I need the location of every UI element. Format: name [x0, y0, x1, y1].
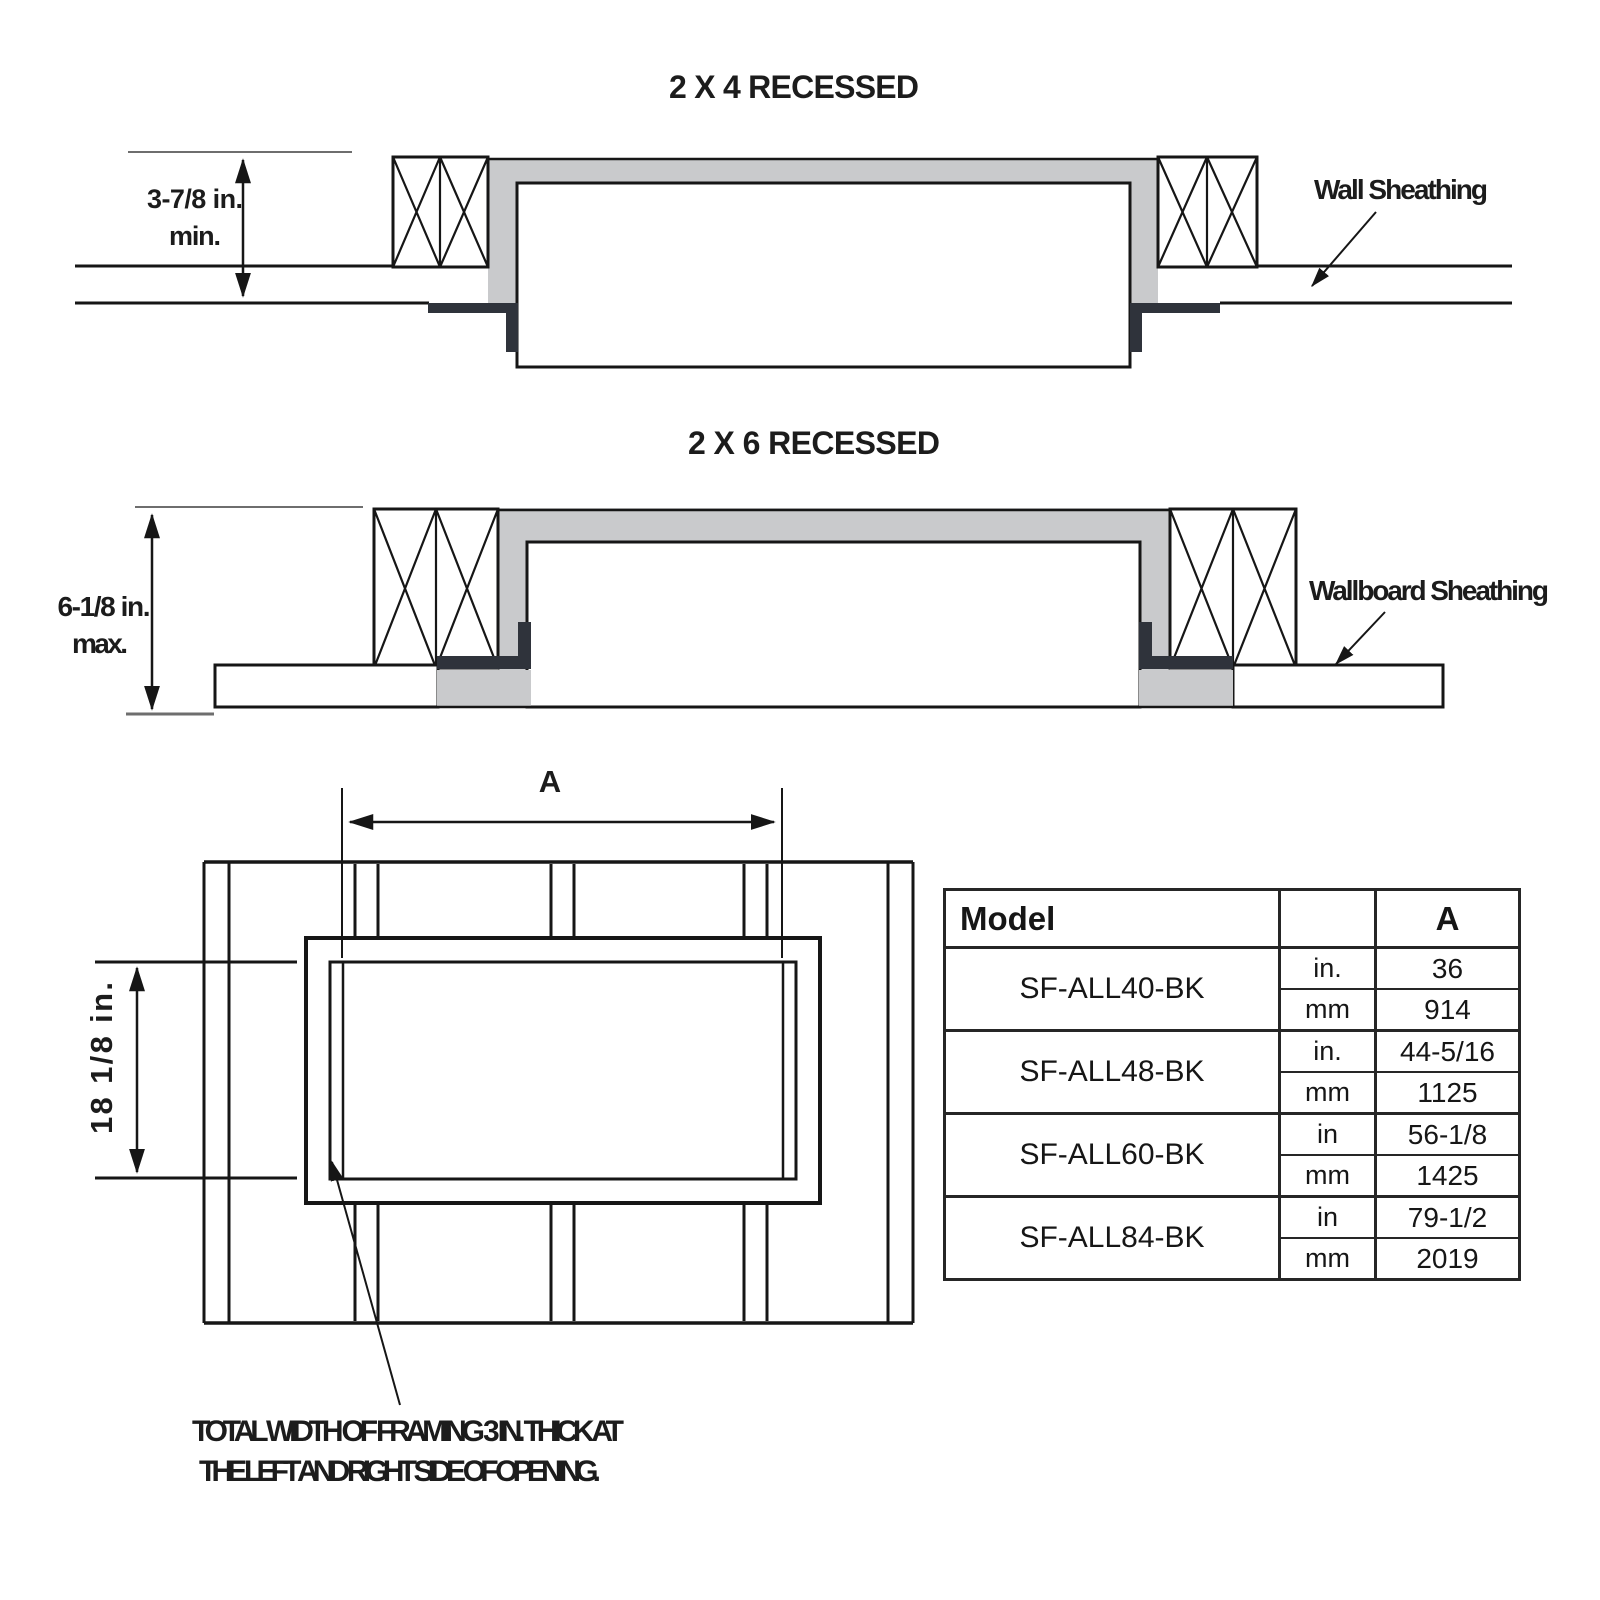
value-cell: 2019 — [1376, 1238, 1520, 1280]
dimension-qualifier: min. — [169, 221, 221, 251]
table-row — [945, 1197, 1520, 1239]
header-unit — [1280, 890, 1376, 948]
dimension-value: 6-1/8 in. — [57, 591, 151, 622]
model-name: SF-ALL48-BK — [945, 1031, 1280, 1114]
model-name: SF-ALL84-BK — [945, 1197, 1280, 1280]
rough-opening-frame — [306, 938, 820, 1203]
height-dimension-label: 18 1/8 in. — [84, 982, 119, 1134]
model-dimension-table — [943, 888, 1521, 1281]
opening-height-dimension — [84, 962, 297, 1178]
callout-label: Wallboard Sheathing — [1309, 575, 1549, 606]
unit-cell: mm — [1280, 989, 1376, 1031]
header-model: Model — [945, 890, 1280, 948]
firebox-outline — [517, 183, 1130, 367]
value-cell: 914 — [1376, 989, 1520, 1031]
model-name: SF-ALL40-BK — [945, 948, 1280, 1031]
firebox-outline — [527, 542, 1140, 707]
value-cell: 1425 — [1376, 1155, 1520, 1197]
framing-elevation-diagram — [84, 764, 913, 1488]
model-name: SF-ALL60-BK — [945, 1114, 1280, 1197]
wall-sheathing-callout — [1312, 174, 1488, 286]
callout-leader-arrow — [1312, 212, 1376, 286]
dimension-value: 3-7/8 in. — [147, 184, 243, 214]
diagram-2x6-recessed — [58, 425, 1550, 714]
diagram-2x6-title: 2 X 6 RECESSED — [688, 425, 940, 461]
diagram-2x4-title: 2 X 4 RECESSED — [669, 69, 919, 105]
framing-note — [192, 1415, 624, 1488]
width-dimension-label: A — [538, 764, 562, 799]
value-cell: 79-1/2 — [1376, 1197, 1520, 1239]
value-cell: 56-1/8 — [1376, 1114, 1520, 1156]
left-wall-stud — [374, 509, 498, 668]
value-cell: 36 — [1376, 948, 1520, 990]
unit-cell: in — [1280, 1197, 1376, 1239]
callout-label: Wall Sheathing — [1314, 174, 1488, 205]
diagram-2x4-recessed — [75, 69, 1512, 367]
note-line-2: THE LEFT AND RIGHT SIDE OF OPENING. — [199, 1455, 601, 1488]
unit-cell: mm — [1280, 1238, 1376, 1280]
dimension-qualifier: max. — [72, 628, 128, 659]
table-row — [945, 948, 1520, 990]
note-line-1: TOTAL WIDTH OF FRAMING 3 IN. THICK AT — [192, 1415, 625, 1448]
value-cell: 44-5/16 — [1376, 1031, 1520, 1073]
table-row — [945, 1114, 1520, 1156]
unit-cell: in — [1280, 1114, 1376, 1156]
right-wall-stud — [1158, 157, 1257, 267]
unit-cell: mm — [1280, 1155, 1376, 1197]
left-wall-stud — [393, 157, 488, 267]
wallboard-sheathing-callout — [1309, 575, 1549, 664]
table-row — [945, 1031, 1520, 1073]
unit-cell: in. — [1280, 948, 1376, 990]
callout-leader-arrow — [1336, 612, 1385, 664]
unit-cell: mm — [1280, 1072, 1376, 1114]
table-header-row — [945, 890, 1520, 948]
depth-dimension-2x6 — [58, 515, 215, 714]
value-cell: 1125 — [1376, 1072, 1520, 1114]
right-wall-stud — [1170, 509, 1296, 668]
depth-dimension-2x4 — [147, 160, 243, 296]
header-a: A — [1376, 890, 1520, 948]
unit-cell: in. — [1280, 1031, 1376, 1073]
